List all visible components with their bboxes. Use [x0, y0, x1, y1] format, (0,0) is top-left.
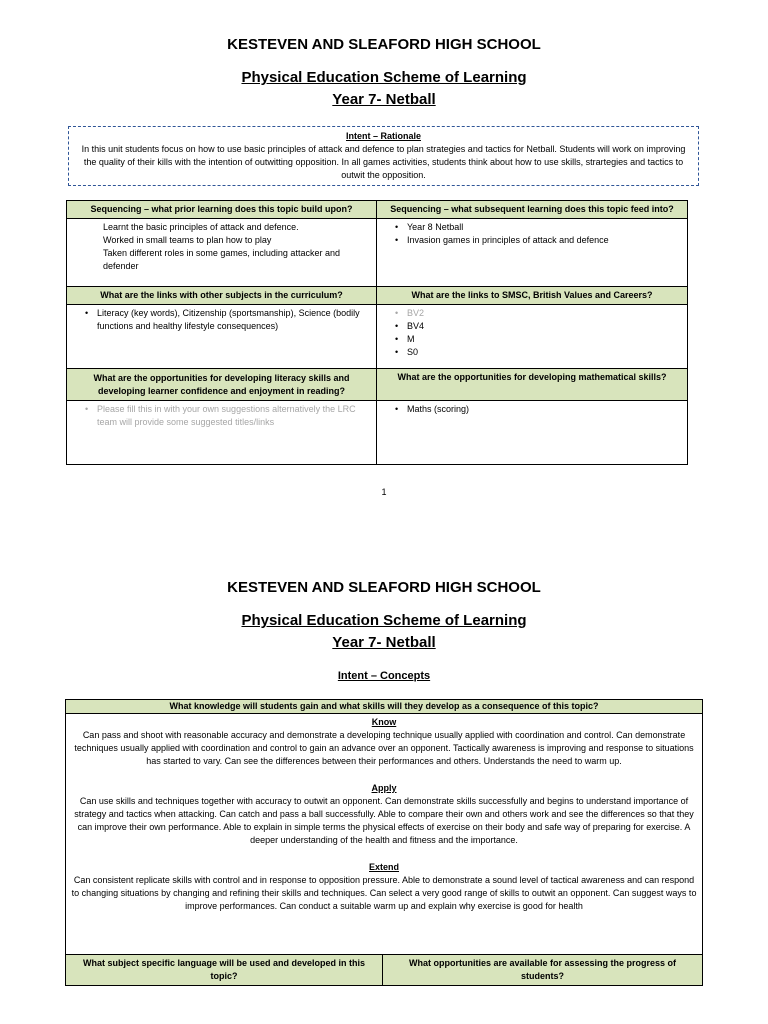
- intent-rationale-heading: Intent – Rationale: [345, 131, 421, 141]
- maths-cell: [377, 401, 688, 465]
- smsc-cell: [377, 305, 688, 369]
- extend-heading: Extend: [369, 862, 400, 872]
- document-title: Physical Education Scheme of Learning: [241, 69, 527, 86]
- list-item: • Year 8 Netball: [395, 221, 683, 234]
- school-name: KESTEVEN AND SLEAFORD HIGH SCHOOL: [227, 36, 541, 53]
- apply-heading: Apply: [371, 783, 397, 793]
- list-item: • BV2: [395, 307, 683, 320]
- seq-prior-header: Sequencing – what prior learning does this topic build upon?: [67, 201, 377, 219]
- document-title-page2: Physical Education Scheme of Learning: [241, 612, 527, 629]
- seq-next-header: Sequencing – what subsequent learning does this topic feed into?: [377, 201, 688, 219]
- intent-rationale-box: [68, 126, 699, 186]
- sequencing-table: [66, 200, 688, 465]
- list-item: • BV4: [395, 320, 683, 333]
- document-year: Year 7- Netball: [332, 91, 436, 108]
- knowledge-header: What knowledge will students gain and what skills will they develop as a consequence of this topic?: [66, 700, 703, 714]
- know-heading: Know: [371, 717, 397, 727]
- list-item: • Literacy (key words), Citizenship (sportsmanship), Science (bodily functions and healthy lifestyle consequences): [85, 307, 372, 333]
- literacy-cell: [67, 401, 377, 465]
- list-item: • M: [395, 333, 683, 346]
- know-text: Can pass and shoot with reasonable accuracy and demonstrate a developing technique usually applied with coordination and control. Can demonstrate techniques usually applied with coordination and control to gain an advance over an opponent. Tactically awareness is improving and response to situations has started to vary. Can see the differences between their performances and others. Understands the need to warm up.: [74, 730, 694, 766]
- list-item: Worked in small teams to plan how to play: [103, 235, 272, 245]
- list-item: • S0: [395, 346, 683, 359]
- school-name-page2: KESTEVEN AND SLEAFORD HIGH SCHOOL: [227, 579, 541, 596]
- knowledge-cell: [66, 714, 703, 955]
- list-item: • Invasion games in principles of attack and defence: [395, 234, 683, 247]
- smsc-header: What are the links to SMSC, British Values and Careers?: [377, 287, 688, 305]
- seq-prior-cell: [67, 219, 377, 287]
- concepts-table: [65, 699, 703, 986]
- list-item: • Please fill this in with your own suggestions alternatively the LRC team will provide some suggested titles/links: [85, 403, 372, 429]
- page-number: 1: [381, 487, 387, 497]
- literacy-header: What are the opportunities for developing literacy skills and developing learner confidence and enjoyment in reading?: [67, 369, 377, 401]
- links-cell: [67, 305, 377, 369]
- assessing-header: What opportunities are available for assessing the progress of students?: [383, 955, 703, 986]
- links-header: What are the links with other subjects in the curriculum?: [67, 287, 377, 305]
- intent-concepts-heading: Intent – Concepts: [337, 670, 431, 682]
- apply-text: Can use skills and techniques together with accuracy to outwit an opponent. Can demonstrate skills successfully and begins to understand importance of strategy and tactics when attacking. Can catch and pass a ball successfully. Able to compare their own and others work and see the differences so that they can improve their own performance. Able to explain in simple terms the physical effects of exercise on their body and safe way of preparing for exercise. A deeper understanding of the health and fitness and the importance.: [74, 796, 694, 845]
- seq-next-cell: [377, 219, 688, 287]
- intent-rationale-text: In this unit students focus on how to use basic principles of attack and defence to plan strategies and tactics for Netball. Students will work on improving the quality of their kills with the intention of outwitting opposition. In all games activities, students think about how to use skills, strartegies and tactics to outwit the opposition.: [81, 144, 686, 180]
- list-item: Taken different roles in some games, including attacker and defender: [103, 248, 340, 271]
- list-item: Learnt the basic principles of attack and defence.: [103, 222, 299, 232]
- extend-text: Can consistent replicate skills with control and in response to opposition pressure. Able to demonstrate a sound level of tactical awareness and can respond to changing situations by changing and refining their skills and techniques. Can select a very good range of skills to outwit an opponent. Can suggest ways to improve performances. Can conduct a suitable warm up and explain why exercise is good for health: [71, 875, 697, 911]
- document-year-page2: Year 7- Netball: [332, 634, 436, 651]
- maths-header: What are the opportunities for developing mathematical skills?: [377, 369, 688, 401]
- list-item: • Maths (scoring): [395, 403, 683, 416]
- language-header: What subject specific language will be used and developed in this topic?: [66, 955, 383, 986]
